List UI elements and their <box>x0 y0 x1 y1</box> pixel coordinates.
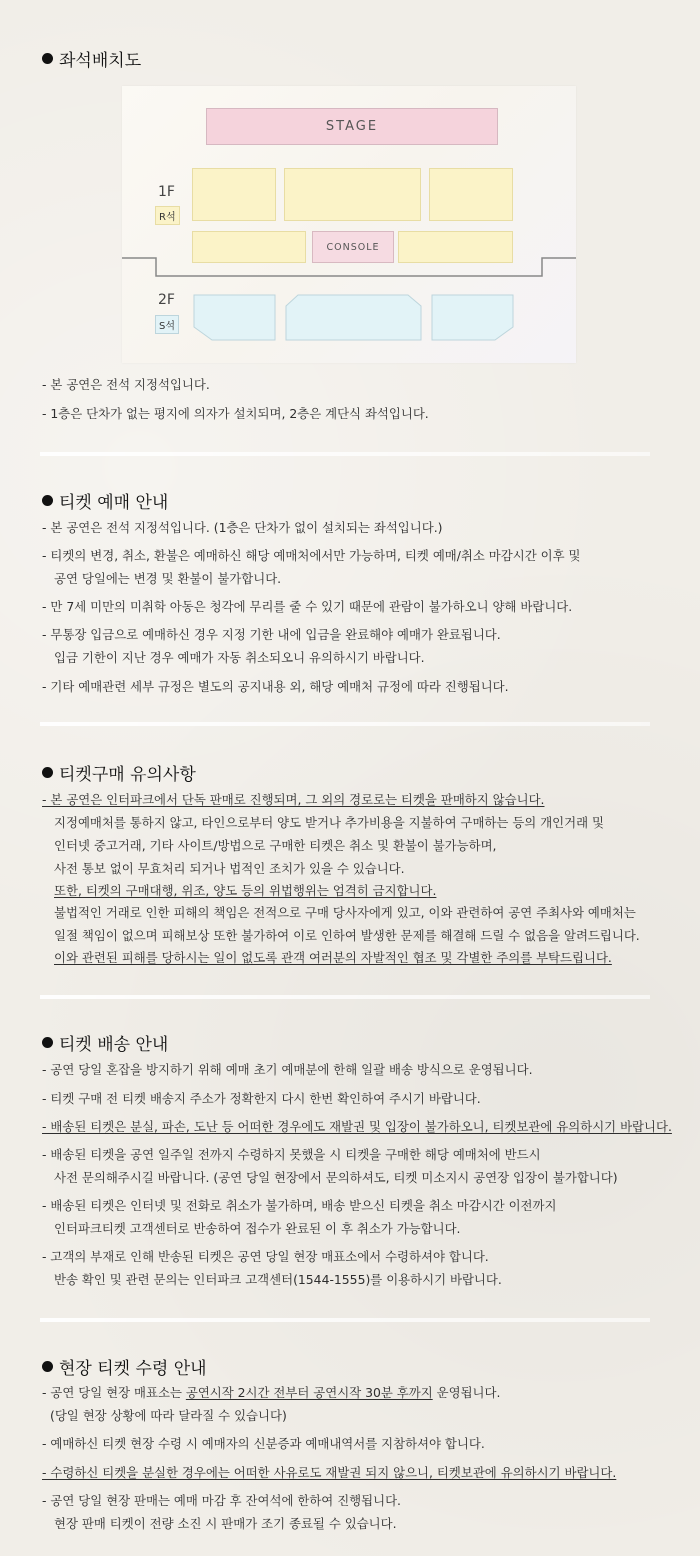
pickup-note: - 예매하신 티켓 현장 수령 시 예매자의 신분증과 예매내역서를 지참하셔야 합니다. <box>42 1436 485 1451</box>
delivery-note: - 배송된 티켓은 인터넷 및 전화로 취소가 불가하며, 배송 받으신 티켓을 취소 마감시간 이전까지 <box>42 1198 557 1213</box>
pickup-note: (당일 현장 상황에 따라 달라질 수 있습니다) <box>50 1408 287 1423</box>
section-title-booking: 티켓 예매 안내 <box>42 488 168 513</box>
seat-block-2f-right <box>432 295 513 340</box>
console: CONSOLE <box>312 231 394 263</box>
seatmap-note-2: - 1층은 단차가 없는 평지에 의자가 설치되며, 2층은 계단식 좌석입니다. <box>42 406 429 421</box>
booking-note: - 티켓의 변경, 취소, 환불은 예매하신 해당 예매처에서만 가능하며, 티켓 예매/취소 마감시간 이후 및 <box>42 548 581 563</box>
section-title-delivery: 티켓 배송 안내 <box>42 1030 168 1055</box>
floor-2-label: 2F <box>158 292 175 308</box>
section-divider <box>40 722 650 726</box>
bullet-icon <box>42 495 53 506</box>
section-divider <box>40 995 650 999</box>
purchase-note: 일절 책임이 없으며 피해보상 또한 불가하여 이로 인하여 발생한 문제를 해결해 드릴 수 없음을 알려드립니다. <box>54 928 640 943</box>
pickup-hours: 공연시작 2시간 전부터 공연시작 30분 후까지 <box>185 1385 433 1400</box>
purchase-note: 인터넷 중고거래, 기타 사이트/방법으로 구매한 티켓은 취소 및 환불이 불가능하며, <box>54 838 497 853</box>
seatmap-note-1: - 본 공연은 전석 지정석입니다. <box>42 377 210 392</box>
floor-2-grade-tag: S석 <box>155 315 179 334</box>
delivery-note: 사전 문의해주시길 바랍니다. (공연 당일 현장에서 문의하셔도, 티켓 미소지시 공연장 입장이 불가합니다) <box>54 1170 618 1185</box>
section-divider <box>40 1318 650 1322</box>
section-divider <box>40 452 650 456</box>
purchase-note: 사전 통보 없이 무효처리 되거나 법적인 조치가 있을 수 있습니다. <box>54 861 405 876</box>
delivery-note: - 배송된 티켓은 분실, 파손, 도난 등 어떠한 경우에도 재발권 및 입장이 불가하오니, 티켓보관에 유의하시기 바랍니다. <box>42 1119 672 1134</box>
bullet-icon <box>42 53 53 64</box>
seat-blocks-2f <box>122 86 576 363</box>
stage: STAGE <box>206 108 498 145</box>
pickup-note: 현장 판매 티켓이 전량 소진 시 판매가 조기 종료될 수 있습니다. <box>54 1516 397 1531</box>
pickup-note: - 공연 당일 현장 매표소는 공연시작 2시간 전부터 공연시작 30분 후까지 운영됩니다. <box>42 1385 501 1400</box>
seat-map <box>122 86 576 363</box>
seat-block-2f-left <box>194 295 275 340</box>
booking-note: 입금 기한이 지난 경우 예매가 자동 취소되오니 유의하시기 바랍니다. <box>54 650 425 665</box>
section-title-seatmap: 좌석배치도 <box>42 46 141 71</box>
bullet-icon <box>42 1037 53 1048</box>
bullet-icon <box>42 1361 53 1372</box>
delivery-note: - 티켓 구매 전 티켓 배송지 주소가 정확한지 다시 한번 확인하여 주시기 바랍니다. <box>42 1091 481 1106</box>
delivery-note: - 공연 당일 혼잡을 방지하기 위해 예매 초기 예매분에 한해 일괄 배송 방식으로 운영됩니다. <box>42 1062 533 1077</box>
booking-note: - 기타 예매관련 세부 규정은 별도의 공지내용 외, 해당 예매처 규정에 따라 진행됩니다. <box>42 679 509 694</box>
pickup-note: - 수령하신 티켓을 분실한 경우에는 어떠한 사유로도 재발권 되지 않으니, 티켓보관에 유의하시기 바랍니다. <box>42 1465 617 1480</box>
purchase-note: 이와 관련된 피해를 당하시는 일이 없도록 관객 여러분의 자발적인 협조 및 각별한 주의를 부탁드립니다. <box>54 950 612 965</box>
delivery-note: 반송 확인 및 관련 문의는 인터파크 고객센터(1544-1555)를 이용하시기 바랍니다. <box>54 1272 502 1287</box>
booking-note: - 무통장 입금으로 예매하신 경우 지정 기한 내에 입금을 완료해야 예매가 완료됩니다. <box>42 627 501 642</box>
booking-note: - 만 7세 미만의 미취학 아동은 청각에 무리를 줄 수 있기 때문에 관람이 불가하오니 양해 바랍니다. <box>42 599 573 614</box>
purchase-note: 지정예매처를 통하지 않고, 타인으로부터 양도 받거나 추가비용을 지불하여 구매하는 등의 개인거래 및 <box>54 815 604 830</box>
purchase-note: 또한, 티켓의 구매대행, 위조, 양도 등의 위법행위는 엄격히 금지합니다. <box>54 883 437 898</box>
delivery-note: - 배송된 티켓을 공연 일주일 전까지 수령하지 못했을 시 티켓을 구매한 해당 예매처에 반드시 <box>42 1147 541 1162</box>
booking-note: - 본 공연은 전석 지정석입니다. (1층은 단차가 없이 설치되는 좌석입니다.) <box>42 520 443 535</box>
section-title-onsite-pickup: 현장 티켓 수령 안내 <box>42 1354 207 1379</box>
booking-note: 공연 당일에는 변경 및 환불이 불가합니다. <box>54 571 282 586</box>
pickup-note: - 공연 당일 현장 판매는 예매 마감 후 잔여석에 한하여 진행됩니다. <box>42 1493 401 1508</box>
floor-1-grade-tag: R석 <box>155 206 180 225</box>
floor-1-label: 1F <box>158 184 175 200</box>
delivery-note: - 고객의 부재로 인해 반송된 티켓은 공연 당일 현장 매표소에서 수령하셔야 합니다. <box>42 1249 489 1264</box>
delivery-note: 인터파크티켓 고객센터로 반송하여 접수가 완료된 이 후 취소가 가능합니다. <box>54 1221 461 1236</box>
section-title-purchase-caution: 티켓구매 유의사항 <box>42 760 196 785</box>
seat-block-2f-center <box>286 295 421 340</box>
bullet-icon <box>42 767 53 778</box>
purchase-note: - 본 공연은 인터파크에서 단독 판매로 진행되며, 그 외의 경로로는 티켓을 판매하지 않습니다. <box>42 792 545 807</box>
purchase-note: 불법적인 거래로 인한 피해의 책임은 전적으로 구매 당사자에게 있고, 이와 관련하여 공연 주최사와 예매처는 <box>54 905 636 920</box>
